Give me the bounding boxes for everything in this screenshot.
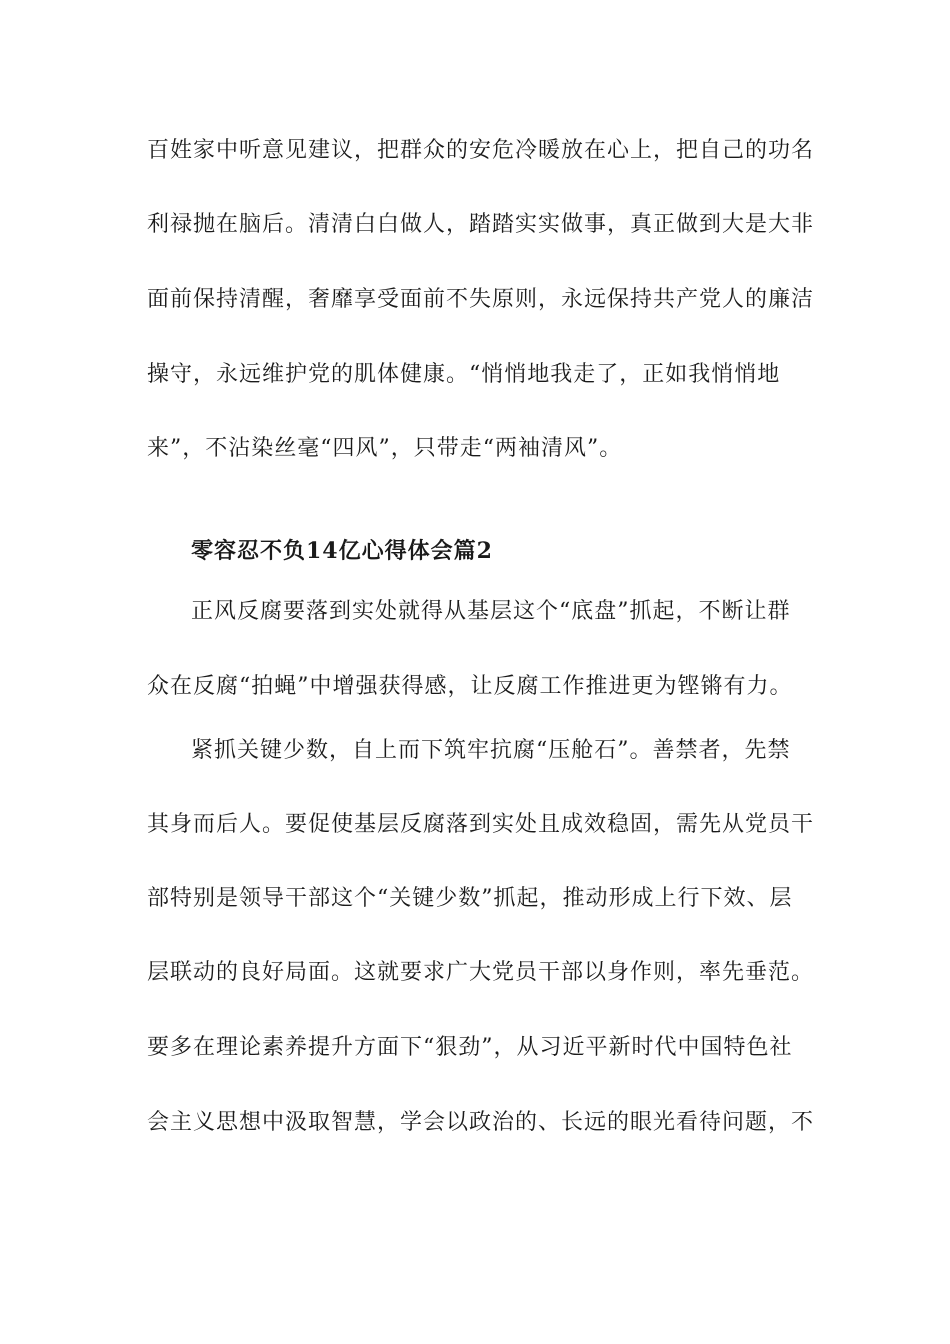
- text-line: 其身而后人。要促使基层反腐落到实处且成效稳固，需先从党员干: [147, 812, 815, 837]
- text-line: 利禄抛在脑后。清清白白做人，踏踏实实做事，真正做到大是大非: [147, 212, 815, 237]
- text-line: 会主义思想中汲取智慧，学会以政治的、长远的眼光看待问题，不: [147, 1110, 815, 1135]
- text-line: 百姓家中听意见建议，把群众的安危冷暖放在心上，把自己的功名: [147, 138, 815, 163]
- text-line: 要多在理论素养提升方面下“狠劲”，从习近平新时代中国特色社: [147, 1035, 793, 1060]
- section-heading: 零容忍不负14亿心得体会篇2: [191, 538, 493, 564]
- text-line: 层联动的良好局面。这就要求广大党员干部以身作则，率先垂范。: [147, 960, 815, 985]
- text-line: 来”，不沾染丝毫“四风”，只带走“两袖清风”。: [147, 436, 623, 461]
- text-line: 面前保持清醒，奢靡享受面前不失原则，永远保持共产党人的廉洁: [147, 287, 815, 312]
- text-line: 操守，永远维护党的肌体健康。“悄悄地我走了，正如我悄悄地: [147, 362, 781, 387]
- text-line: 正风反腐要落到实处就得从基层这个“底盘”抓起，不断让群: [191, 599, 791, 624]
- text-line: 众在反腐“拍蝇”中增强获得感，让反腐工作推进更为铿锵有力。: [147, 674, 793, 699]
- text-line: 部特别是领导干部这个“关键少数”抓起，推动形成上行下效、层: [147, 886, 793, 911]
- text-line: 紧抓关键少数，自上而下筑牢抗腐“压舱石”。善禁者，先禁: [191, 738, 791, 763]
